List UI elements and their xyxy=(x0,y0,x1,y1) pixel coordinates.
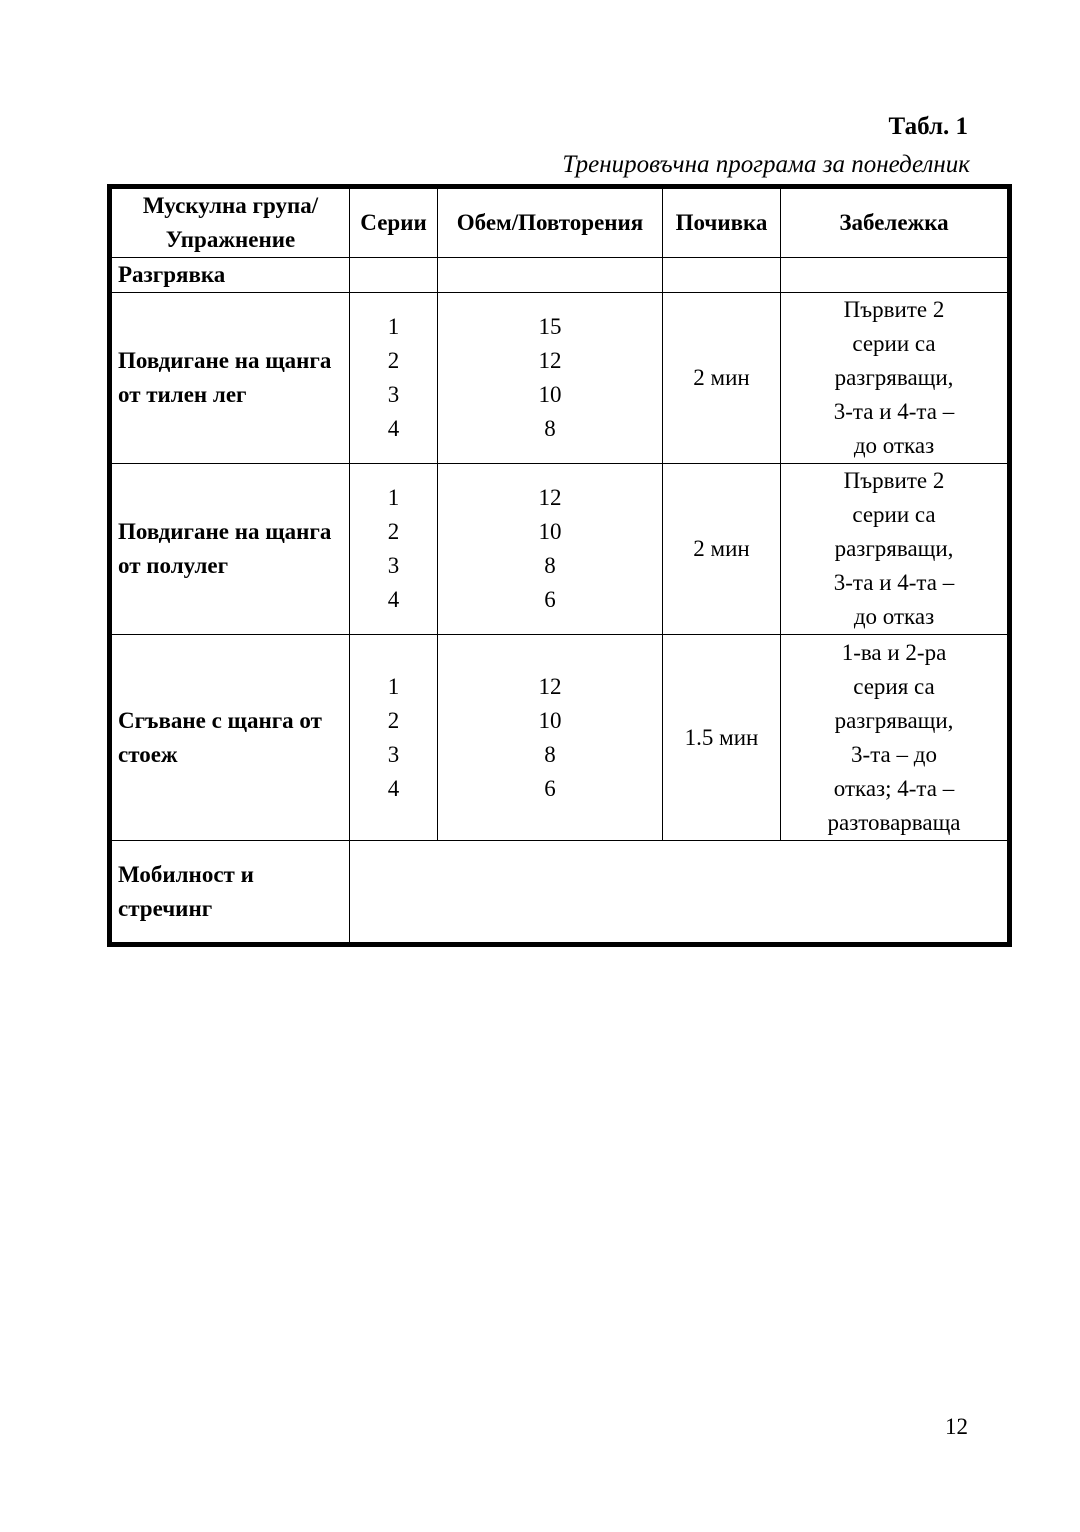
note-line: серия са xyxy=(853,673,935,699)
note-line: 3-та и 4-та – xyxy=(833,399,955,424)
warmup-label: Разгрявка xyxy=(110,258,350,293)
set-number: 1 xyxy=(387,485,400,510)
exercise-name: Повдигане на щанга от полулег xyxy=(110,464,350,635)
note-line: разтоварваща xyxy=(827,809,961,835)
table-row xyxy=(110,293,1010,464)
page-number: 12 xyxy=(945,1414,968,1439)
warmup-volume-cell xyxy=(438,258,663,293)
note-cell xyxy=(781,464,1010,635)
table-header-row xyxy=(110,187,1010,258)
rep-count: 10 xyxy=(538,519,562,544)
table-row-mobility xyxy=(110,841,1010,945)
set-number: 4 xyxy=(387,775,400,801)
note-cell xyxy=(781,293,1010,464)
rest-cell: 1.5 мин xyxy=(663,635,781,841)
set-number: 1 xyxy=(387,673,400,699)
rep-count: 8 xyxy=(544,416,556,441)
rest-cell: 2 мин xyxy=(663,464,781,635)
sets-cell xyxy=(350,635,438,841)
note-line: 3-та – до xyxy=(851,741,937,767)
note-line: разгряващи, xyxy=(834,365,954,390)
header-exercise: Мускулна група/Упражнение xyxy=(110,187,350,258)
rep-count: 10 xyxy=(538,382,562,407)
note-line: 3-та и 4-та – xyxy=(833,570,955,595)
header-volume: Обем/Повторения xyxy=(438,187,663,258)
warmup-note-cell xyxy=(781,258,1010,293)
note-line: 1-ва и 2-ра xyxy=(841,639,947,665)
warmup-sets-cell xyxy=(350,258,438,293)
reps-cell xyxy=(438,293,663,464)
note-line: разгряващи, xyxy=(834,707,954,733)
set-number: 2 xyxy=(387,519,400,544)
table-row xyxy=(110,464,1010,635)
rep-count: 8 xyxy=(544,553,556,578)
note-line: отказ; 4-та – xyxy=(833,775,955,801)
header-rest: Почивка xyxy=(663,187,781,258)
mobility-label: Мобилност и стречинг xyxy=(110,841,350,945)
note-line: разгряващи, xyxy=(834,536,954,561)
note-line: до отказ xyxy=(853,433,935,458)
note-line: Първите 2 xyxy=(843,297,945,322)
reps-cell xyxy=(438,464,663,635)
warmup-rest-cell xyxy=(663,258,781,293)
reps-cell xyxy=(438,635,663,841)
header-note: Забележка xyxy=(781,187,1010,258)
mobility-empty-cell xyxy=(350,841,1010,945)
set-number: 4 xyxy=(387,587,400,612)
set-number: 2 xyxy=(387,348,400,373)
note-line: серии са xyxy=(852,502,936,527)
rep-count: 6 xyxy=(544,587,556,612)
set-number: 3 xyxy=(387,382,400,407)
set-number: 2 xyxy=(387,707,400,733)
exercise-name: Повдигане на щанга от тилен лег xyxy=(110,293,350,464)
exercise-name: Сгъване с щанга от стоеж xyxy=(110,635,350,841)
note-line: серии са xyxy=(852,331,936,356)
table-caption: Тренировъчна програма за понеделник xyxy=(562,151,970,178)
table-row xyxy=(110,635,1010,841)
table-row-warmup xyxy=(110,258,1010,293)
rep-count: 15 xyxy=(538,314,562,339)
rep-count: 6 xyxy=(544,775,556,801)
set-number: 3 xyxy=(387,553,400,578)
rep-count: 10 xyxy=(538,707,562,733)
sets-cell xyxy=(350,293,438,464)
rep-count: 12 xyxy=(538,485,562,510)
sets-cell xyxy=(350,464,438,635)
note-line: до отказ xyxy=(853,604,935,629)
set-number: 1 xyxy=(387,314,400,339)
rep-count: 12 xyxy=(538,348,562,373)
rep-count: 12 xyxy=(538,673,562,699)
note-cell xyxy=(781,635,1010,841)
set-number: 4 xyxy=(387,416,400,441)
rest-cell: 2 мин xyxy=(663,293,781,464)
header-sets: Серии xyxy=(350,187,438,258)
rep-count: 8 xyxy=(544,741,556,767)
note-line: Първите 2 xyxy=(843,468,945,493)
set-number: 3 xyxy=(387,741,400,767)
table-label: Табл. 1 xyxy=(888,113,968,140)
training-program-table xyxy=(107,184,1012,947)
